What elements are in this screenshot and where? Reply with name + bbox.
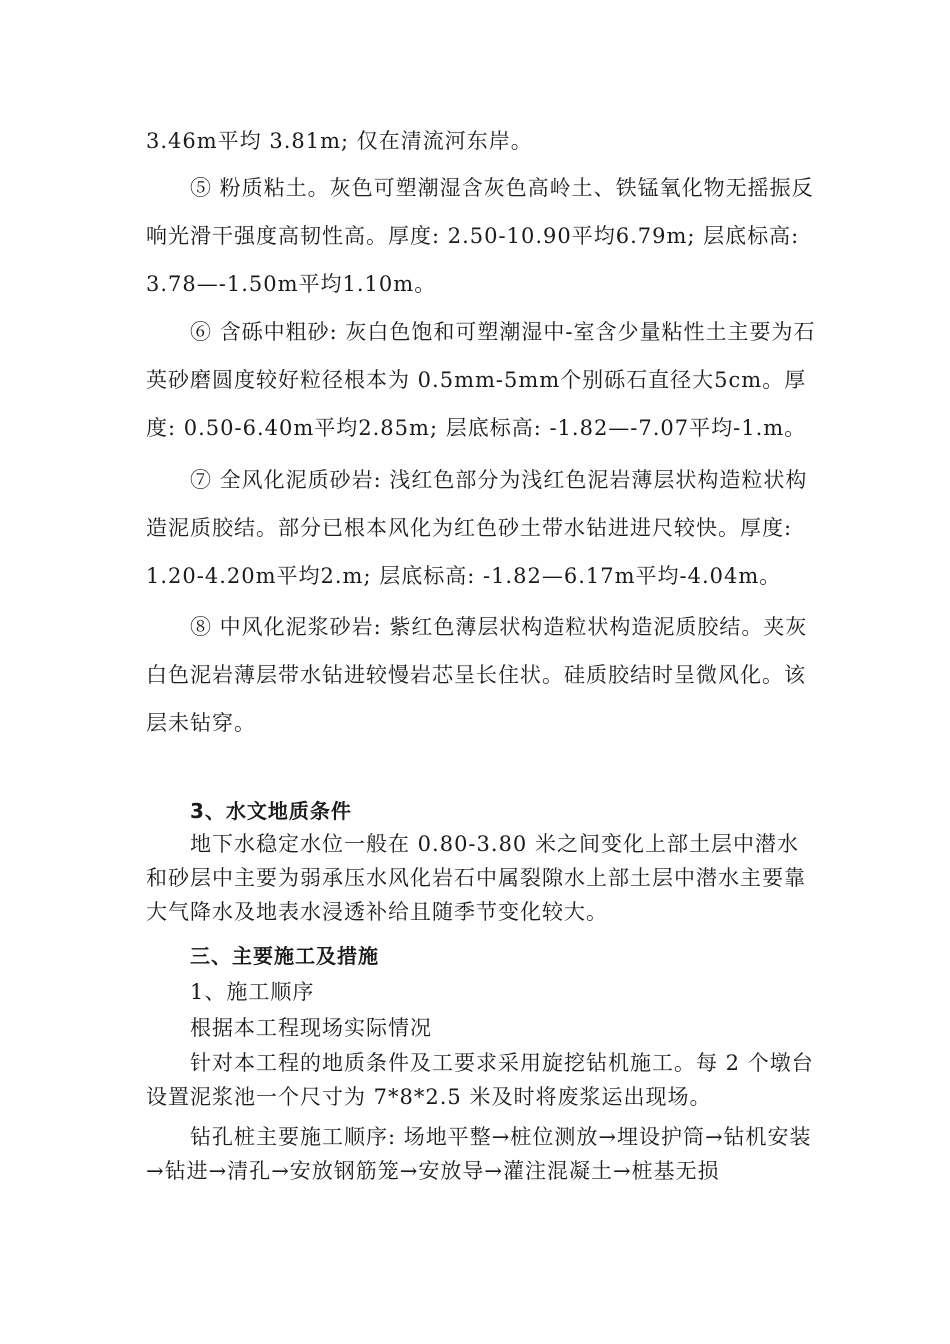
paragraph-layer-7: ⑦ 全风化泥质砂岩: 浅红色部分为浅红色泥岩薄层状构造粒状构造泥质胶结。部分已根本风化为红色砂土带水钻进进尺较快。厚度: 1.20-4.20m平均2.m; 层底标高: -1.82—6.17m平均-4.04m。 [146,468,808,588]
heading-main-construction: 三、主要施工及措施 [190,944,379,968]
paragraph-site-conditions: 根据本工程现场实际情况 [190,1016,432,1040]
paragraph-layer-6: ⑥ 含砾中粗砂: 灰白色饱和可塑潮湿中-室含少量粘性土主要为石英砂磨圆度较好粒径根本为 0.5mm-5mm个别砾石直径大5cm。厚度: 0.50-6.40m平均2.85m; 层底标高: -1.82—-7.07平均-1.m。 [146,320,816,440]
paragraph-continuation: 3.46m平均 3.81m; 仅在清流河东岸。 [146,129,533,153]
paragraph-hydrogeology: 地下水稳定水位一般在 0.80-3.80 米之间变化上部土层中潜水和砂层中主要为弱承压水风化岩石中属裂隙水上部土层中潜水主要靠大气降水及地表水浸透补给且随季节变化较大。 [146,832,806,924]
subheading-construction-sequence: 1、施工顺序 [190,980,315,1004]
paragraph-layer-5: ⑤ 粉质粘土。灰色可塑潮湿含灰色高岭土、铁锰氧化物无摇振反响光滑干强度高韧性高。厚度: 2.50-10.90平均6.79m; 层底标高: 3.78—-1.50m平均1.10m。 [146,176,814,296]
paragraph-rotary-drilling: 针对本工程的地质条件及工要求采用旋挖钻机施工。每 2 个墩台设置泥浆池一个尺寸为 7*8*2.5 米及时将废浆运出现场。 [146,1051,814,1109]
paragraph-layer-8: ⑧ 中风化泥浆砂岩: 紫红色薄层状构造粒状构造泥质胶结。夹灰白色泥岩薄层带水钻进较慢岩芯呈长住状。硅质胶结时呈微风化。该层未钻穿。 [146,615,808,735]
paragraph-pile-sequence: 钻孔桩主要施工顺序: 场地平整→桩位测放→埋设护筒→钻机安装→钻进→清孔→安放钢筋笼→安放导→灌注混凝土→桩基无损 [146,1125,812,1183]
heading-hydrogeology: 3、水文地质条件 [190,799,352,823]
